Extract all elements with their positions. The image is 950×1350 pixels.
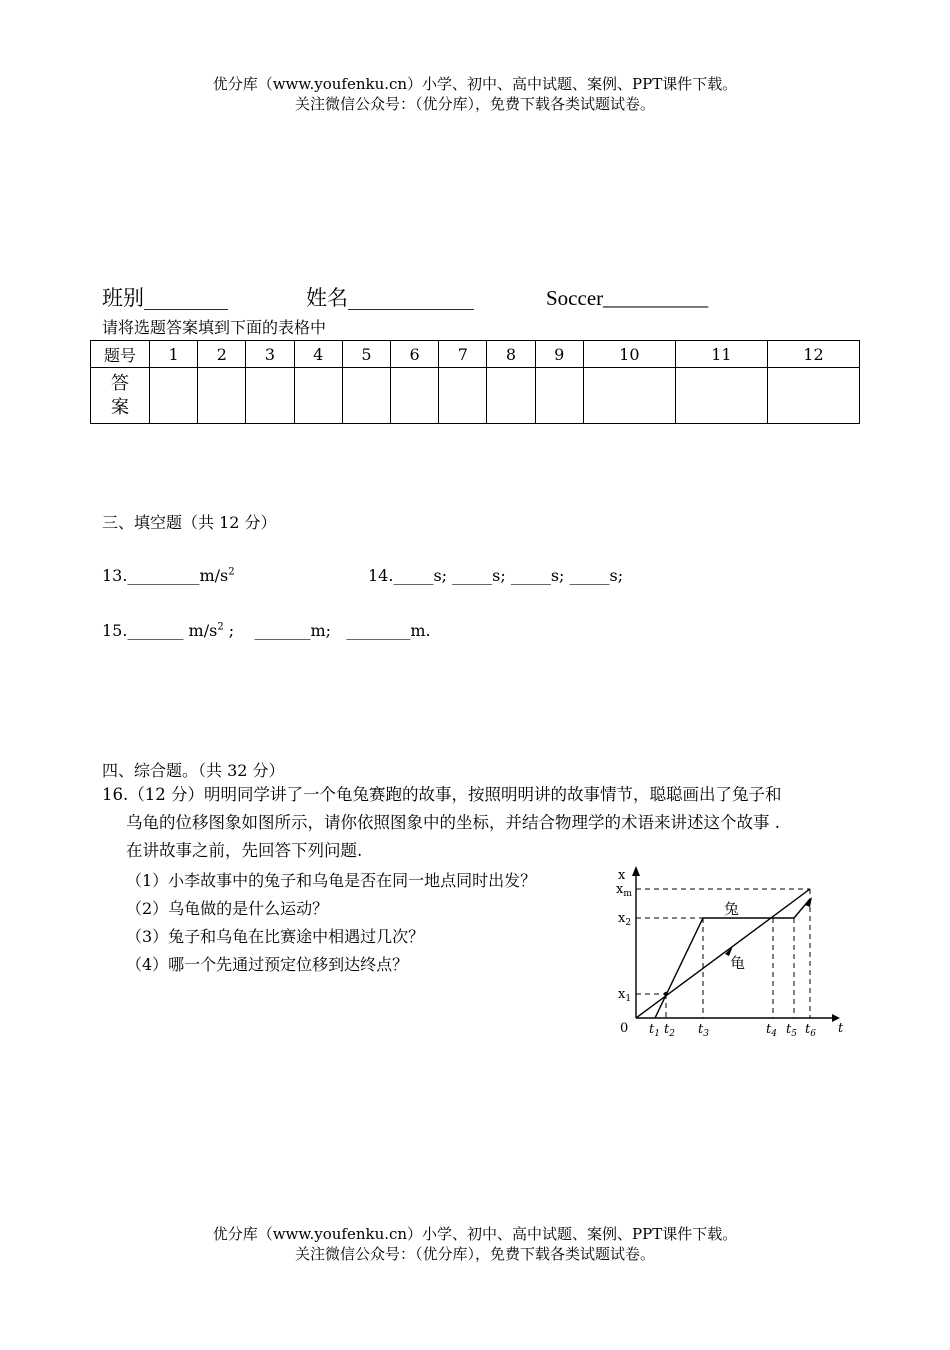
x-axis-label: x (618, 868, 626, 883)
t3-sub: 3 (703, 1029, 709, 1039)
answer-cell-7[interactable] (439, 368, 487, 424)
turtle-label: 龟 (730, 954, 746, 972)
x-axis-arrow (632, 866, 640, 876)
answer-row (91, 368, 860, 424)
header-line-2: 关注微信公众号：（优分库），免费下载各类试题试卷。 (294, 95, 655, 113)
xm-label (616, 882, 632, 899)
answer-cell-6[interactable] (391, 368, 439, 424)
page-footer (0, 1224, 950, 1264)
section-3-title: 三、填空题（共 12 分） (102, 513, 277, 532)
rabbit-label: 兔 (724, 900, 740, 918)
question-number-cell: 8 (487, 341, 535, 368)
x1-sub: 1 (625, 994, 632, 1004)
answer-table (90, 340, 860, 424)
xm-sub: m (623, 889, 632, 899)
t6-label (805, 1022, 816, 1039)
answer-cell-12[interactable] (767, 368, 859, 424)
x2-label (618, 911, 631, 928)
q16-line-1: 16.（12 分）明明同学讲了一个龟兔赛跑的故事，按照明明讲的故事情节，聪聪画出了兔子和 (102, 785, 782, 804)
answer-cell-11[interactable] (675, 368, 767, 424)
t3-main: t (698, 1022, 704, 1037)
answer-cell-10[interactable] (583, 368, 675, 424)
origin-label: 0 (620, 1021, 629, 1036)
q16-sub-4: （4）哪一个先通过预定位移到达终点？ (126, 955, 409, 974)
soccer-field[interactable]: Soccer__________ (546, 286, 709, 310)
q16-sub-2: （2）乌龟做的是什么运动？ (126, 899, 329, 918)
t1-sub: 1 (654, 1029, 660, 1039)
page-header (0, 74, 950, 114)
t5-label (786, 1022, 797, 1039)
t5-sub: 5 (791, 1029, 797, 1039)
q16-line-2: 乌龟的位移图象如图所示，请你依照图象中的坐标，并结合物理学的术语来讲述这个故事 . (126, 813, 780, 832)
question-number-cell: 2 (198, 341, 246, 368)
name-field[interactable]: 姓名____________ (306, 286, 474, 310)
question-number-cell: 6 (391, 341, 439, 368)
t1-main: t (649, 1022, 655, 1037)
question-number-cell: 5 (342, 341, 390, 368)
question-number-cell: 11 (675, 341, 767, 368)
q13-superscript: 2 (228, 566, 235, 578)
question-number-cell: 4 (294, 341, 342, 368)
footer-line-2: 关注微信公众号：（优分库），免费下载各类试题试卷。 (294, 1245, 655, 1263)
q16-sub-1: （1）小李故事中的兔子和乌龟是否在同一地点同时出发？ (126, 871, 537, 890)
answer-cell-4[interactable] (294, 368, 342, 424)
question-number-cell: 1 (150, 341, 198, 368)
answer-cell-5[interactable] (342, 368, 390, 424)
x2-sub: 2 (625, 918, 632, 928)
question-14[interactable]: 14._____s; _____s; _____s; _____s; (368, 566, 624, 585)
q15-superscript: 2 (217, 621, 224, 633)
xm-main: x (616, 882, 624, 897)
question-number-cell: 12 (767, 341, 859, 368)
t4-sub: 4 (771, 1029, 777, 1039)
footer-line-1: 优分库（www.youfenku.cn）小学、初中、高中试题、案例、PPT课件下载。 (212, 1225, 738, 1243)
q15-text-b: ; _______m; ________m. (223, 621, 431, 640)
answer-label-char-1: 答 (111, 372, 129, 394)
answer-cell-1[interactable] (150, 368, 198, 424)
turtle-line (636, 889, 810, 1018)
t4-main: t (766, 1022, 772, 1037)
q16-sub-3: （3）兔子和乌龟在比赛途中相遇过几次？ (126, 927, 425, 946)
answer-label-char-2: 案 (111, 396, 129, 418)
t2-main: t (664, 1022, 670, 1037)
x1-main: x (618, 987, 626, 1002)
t2-sub: 2 (669, 1029, 675, 1039)
q13-text: 13._________m/s (102, 566, 229, 585)
question-number-cell: 10 (583, 341, 675, 368)
t3-label (698, 1022, 709, 1039)
question-number-cell: 9 (535, 341, 583, 368)
question-13[interactable] (102, 566, 235, 585)
answer-cell-2[interactable] (198, 368, 246, 424)
t1-label (649, 1022, 660, 1039)
question-number-row (91, 341, 860, 368)
question-number-cell: 3 (246, 341, 294, 368)
question-number-label: 题号 (91, 341, 150, 368)
answer-label (91, 368, 150, 424)
t-axis-label: t (838, 1021, 844, 1036)
t6-main: t (805, 1022, 811, 1037)
student-info-line (102, 282, 708, 312)
answer-instruction: 请将选题答案填到下面的表格中 (102, 318, 327, 337)
x2-main: x (618, 911, 626, 926)
class-field[interactable]: 班别________ (102, 286, 228, 310)
question-15[interactable] (102, 621, 431, 640)
section-4-title: 四、综合题。（共 32 分） (102, 761, 285, 780)
answer-cell-3[interactable] (246, 368, 294, 424)
t5-main: t (786, 1022, 792, 1037)
rabbit-arrow (805, 897, 812, 907)
t4-label (766, 1022, 777, 1039)
t6-sub: 6 (810, 1029, 816, 1039)
question-16 (102, 781, 862, 865)
x1-label (618, 987, 631, 1004)
meeting-point (664, 992, 668, 996)
t2-label (664, 1022, 675, 1039)
question-number-cell: 7 (439, 341, 487, 368)
answer-cell-9[interactable] (535, 368, 583, 424)
header-line-1: 优分库（www.youfenku.cn）小学、初中、高中试题、案例、PPT课件下载。 (212, 75, 738, 93)
q15-text-a: 15._______ m/s (102, 621, 218, 640)
answer-cell-8[interactable] (487, 368, 535, 424)
q16-line-3: 在讲故事之前，先回答下列问题. (126, 841, 363, 860)
displacement-time-graph (612, 862, 852, 1044)
